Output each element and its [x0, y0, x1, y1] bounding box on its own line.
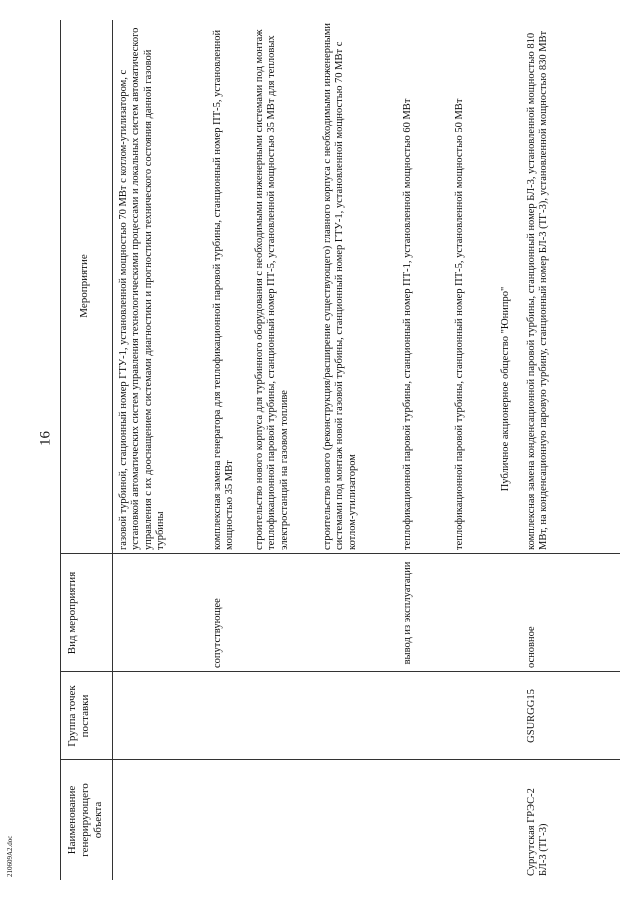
kind-accompanying: сопутствующее	[212, 598, 223, 668]
group-code: GSURGG15	[526, 689, 537, 743]
header-object: Наименование генерирующего объекта	[66, 783, 104, 857]
column-divider	[60, 553, 620, 554]
decommission-item-2: теплофикационной паровой турбины, станционный номер ПТ-5, установленной мощностью 50 МВт	[454, 98, 465, 550]
accompanying-item-1: комплексная замена генератора для теплофикационной паровой турбины, станционный номер ПТ-5, установленной мощностью 35 МВт	[212, 29, 236, 550]
document-footer: 210609A2.doc	[6, 835, 14, 877]
decommission-item-1: теплофикационной паровой турбины, станционный номер ПТ-1, установленной мощностью 60 МВт	[402, 98, 413, 550]
kind-decommission: вывод из эксплуатации	[402, 561, 413, 665]
main-measure: комплексная замена конденсационной паровой турбины, станционный номер БЛ-3, установленной мощностью 810 МВт, на конденсационную паровую турбину, станционный номер БЛ-3 (ТГ-3), установленной мощностью 830 МВт	[526, 30, 550, 550]
rotated-table-sheet	[60, 20, 620, 880]
table-top-border	[60, 20, 61, 880]
company-name: Публичное акционерное общество "Юнипро"	[500, 286, 511, 492]
header-kind: Вид мероприятия	[66, 571, 78, 655]
header-group: Группа точек поставки	[66, 685, 91, 747]
page-number: 16	[37, 431, 54, 446]
header-divider	[112, 20, 113, 880]
header-measure: Мероприятие	[78, 254, 90, 318]
object-name: Сургутская ГРЭС-2 БЛ-3 (ТГ-3)	[526, 788, 550, 876]
accompanying-item-2: строительство нового корпуса для турбинного оборудования с необходимыми инженерными системами под монтаж теплофикационной паровой турбины, станционный номер ПТ-5, установленной мощностью 35 МВт для тепловых электростанций на газовом топливе	[254, 29, 290, 550]
column-divider	[60, 671, 620, 672]
accompanying-item-3: строительство нового (реконструкция/расширение существующего) главного корпуса с необходимыми инженерными системами под монтаж новой газовой турбины, станционный номер ГТУ-1, установленной мощностью 70 МВт с котлом-утилизатором	[322, 23, 358, 550]
column-divider	[60, 759, 620, 760]
kind-main: основное	[526, 626, 537, 668]
continuation-measure: газовой турбиной, стационный номер ГТУ-1, установленной мощностью 70 МВт с котлом-утилизатором, с установкой автоматических систем управления технологическими процессами и локальных систем автоматического управления с их дооснащением системами диагностики и прогностики технического состояния данной газовой турбины	[118, 27, 167, 550]
